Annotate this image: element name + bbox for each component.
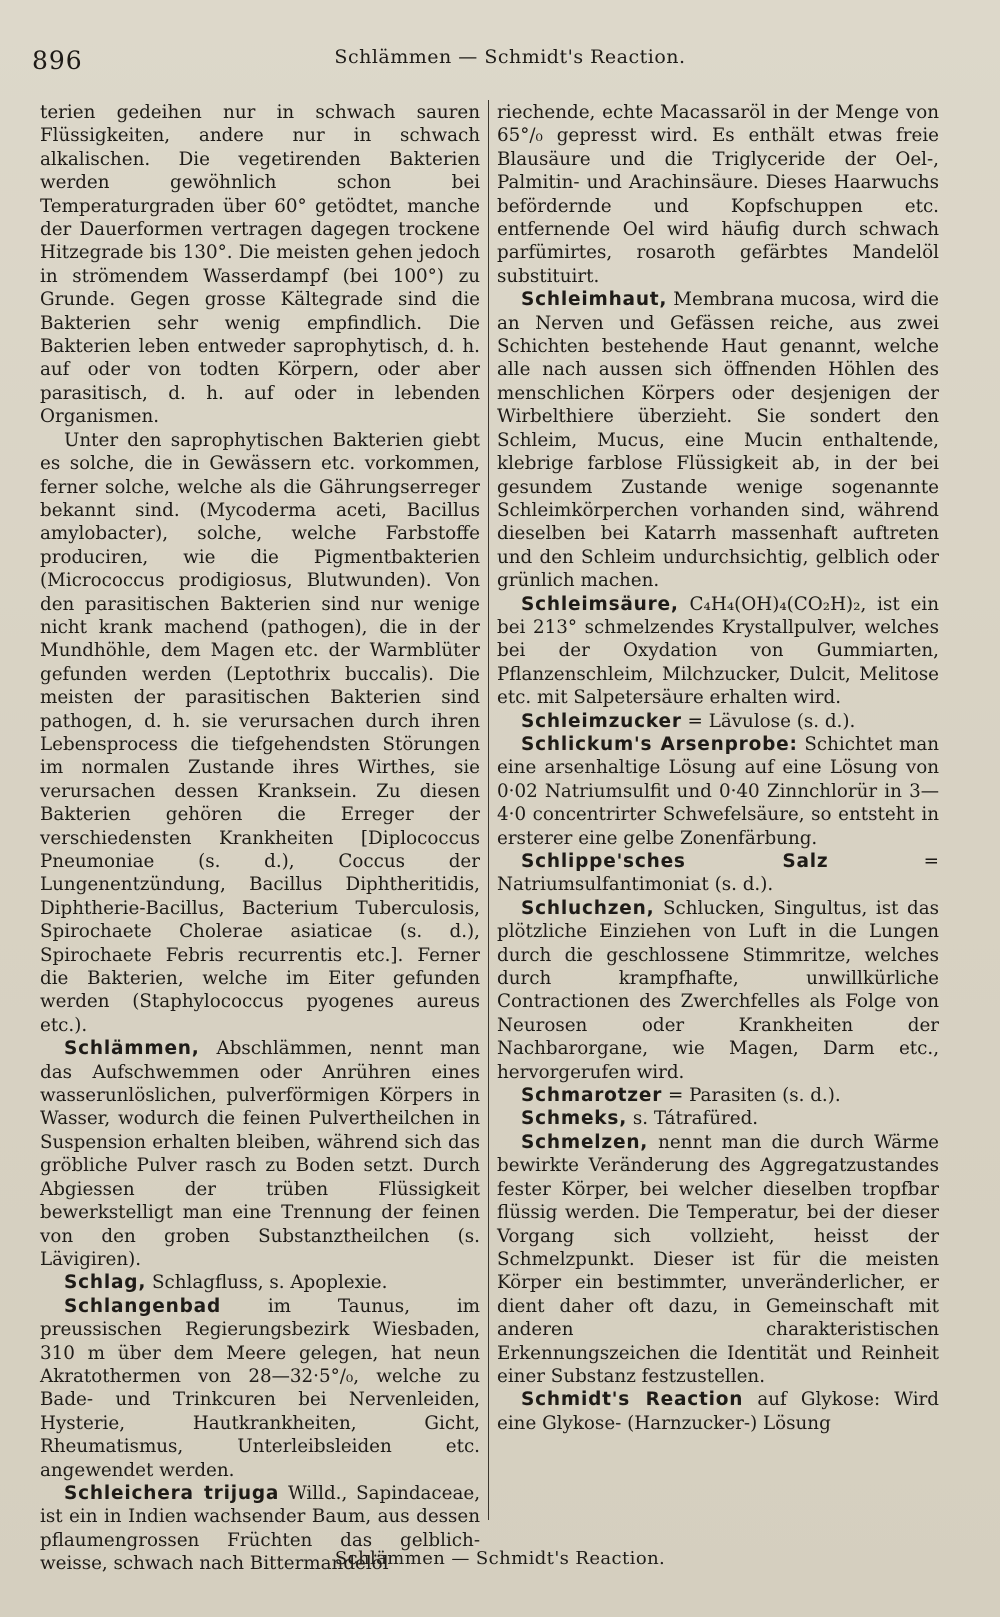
entry-text: nennt man die durch Wärme bewirkte Veränderung des Aggregatzustandes fester Körper, bei welcher dieselben tropfbar flüssig werden. Die Temperatur, bei der dieser Vorgang sich vollzieht, heisst der Schmelzpunkt. Dieser ist für die meisten Körper ein bestimmter, unveränderlicher, er dient daher oft dazu, in Gemeinschaft mit anderen charakteristischen Erkennungszeichen die Identität und Reinheit einer Substanz festzustellen. (497, 1131, 939, 1387)
paragraph: Unter den saprophytischen Bakterien giebt es solche, die in Gewässern etc. vorkommen, ferner solche, welche als die Gährungserreger bekannt sind. (Mycoderma aceti, Bacillus amylobacter), solche, welche Farbstoffe produciren, wie die Pigmentbakterien (Micrococcus prodigiosus, Blutwunden). Von den parasitischen Bakterien sind nur wenige nicht krank machend (pathogen), die in der Mundhöhle, dem Magen etc. der Warmblüter gefunden werden (Leptothrix buccalis). Die meisten der parasitischen Bakterien sind pathogen, d. h. sie verursachen durch ihren Lebensprocess die tiefgehendsten Störungen im normalen Zustande ihres Wirthes, sie verursachen dessen Kranksein. Zu diesen Bakterien gehören die Erreger der verschiedensten Krankheiten [Diplococcus Pneumoniae (s. d.), Coccus der Lungenentzündung, Bacillus Diphtheritidis, Diphtherie-Bacillus, Bacterium Tuberculosis, Spirochaete Cholerae asiaticae (s. d.), Spirochaete Febris recurrentis etc.]. Ferner die Bakterien, welche im Eiter gefunden werden (Staphylococcus pyogenes aureus etc.). (40, 429, 480, 1036)
headword: Schlickum's Arsenprobe: (521, 733, 798, 755)
headword: Schmidt's Reaction (521, 1389, 744, 1411)
entry-text: = Lävulose (s. d.). (681, 710, 856, 732)
entry-text: Abschlämmen, nennt man das Aufschwemmen oder Anrühren eines wasserunlöslichen, pulverförmigen Körpers in Wasser, wodurch die feinen Pulvertheilchen in Suspension erhalten bleiben, während sich das gröbliche Pulver rasch zu Boden setzt. Durch Abgiessen der trüben Flüssigkeit bewerkstelligt man eine Trennung der feinen von den groben Substanztheilchen (s. Lävigiren). (40, 1038, 480, 1270)
entry-schmeks (497, 1107, 939, 1130)
entry-text: Schlucken, Singultus, ist das plötzliche Einziehen von Luft in die Lungen durch die geschlossene Stimmritze, welches durch krampfhafte, unwillkürliche Contractionen des Zwerchfelles als Folge von Neurosen oder Krankheiten der Nachbarorgane, wie Magen, Darm etc., hervorgerufen wird. (497, 897, 939, 1083)
entry-text: Willd., Sapindaceae, ist ein in Indien wachsender Baum, aus dessen pflaumengrossen Früchten das gelblich-weisse, schwach nach Bittermandelöl (40, 1482, 481, 1575)
entry-text: auf Glykose: Wird eine Glykose- (Harnzucker-) Lösung (497, 1389, 939, 1434)
headword: Schlämmen, (64, 1038, 200, 1060)
page-footer: Schlämmen — Schmidt's Reaction. (334, 1548, 666, 1569)
entry-schleimhaut (497, 288, 939, 592)
headword: Schleimsäure, (521, 593, 679, 615)
headword: Schleichera trijuga (64, 1482, 280, 1504)
headword: Schleimhaut, (521, 289, 668, 311)
right-column (497, 101, 939, 1435)
entry-schmidts-reaction (497, 1388, 939, 1435)
paragraph: terien gedeihen nur in schwach sauren Flüssigkeiten, andere nur in schwach alkalischen. Die vegetirenden Bakterien werden gewöhnlich schon bei Temperaturgraden über 60° getödtet, manche der Dauerformen vertragen dagegen trockene Hitzegrade bis 130°. Die meisten gehen jedoch in strömendem Wasserdampf (bei 100°) zu Grunde. Gegen grosse Kältegrade sind die Bakterien sehr wenig empfindlich. Die Bakterien leben entweder saprophytisch, d. h. auf oder von todten Körpern, oder aber parasitisch, d. h. auf oder in lebenden Organismen. (40, 102, 480, 428)
page-header (30, 40, 970, 80)
headword: Schluchzen, (521, 897, 655, 919)
headword: Schmeks, (521, 1108, 628, 1130)
headword: Schlangenbad (64, 1295, 221, 1317)
entry-schmelzen (497, 1131, 939, 1388)
entry-text: = Natriumsulfantimoniat (s. d.). (497, 851, 939, 896)
entry-schleimsaeure (497, 593, 939, 710)
entry-schlangenbad (40, 1295, 480, 1482)
column-divider (488, 100, 489, 1520)
page-number: 896 (32, 46, 83, 75)
entry-text: Schichtet man eine arsenhaltige Lösung auf eine Lösung von 0·02 Natriumsulfit und 0·40 Zinnchlorür in 3—4·0 concentrirter Schwefelsäure, so entsteht in ersterer eine gelbe Zonenfärbung. (497, 733, 940, 849)
entry-schlickums-arsenprobe (497, 733, 939, 850)
headword: Schlag, (64, 1272, 147, 1294)
entry-schlippesches-salz (497, 850, 939, 897)
entry-text: Schlagfluss, s. Apoplexie. (146, 1272, 388, 1294)
left-column (40, 101, 480, 1576)
headword: Schleimzucker (521, 710, 682, 732)
paragraph: riechende, echte Macassaröl in der Menge von 65°/₀ gepresst wird. Es enthält etwas freie Blausäure und die Triglyceride der Oel-, Palmitin- und Arachinsäure. Dieses Haarwuchs befördernde und Kopfschuppen etc. entfernende Oel wird häufig durch schwach parfümirtes, rosaroth gefärbtes Mandelöl substituirt. (497, 102, 939, 287)
entry-text: = Parasiten (s. d.). (662, 1085, 841, 1107)
entry-text: im Taunus, im preussischen Regierungsbezirk Wiesbaden, 310 m über dem Meere gelegen, hat neun Akratothermen von 28—32·5°/₀, welche zu Bade- und Trinkcuren bei Nervenleiden, Hysterie, Hautkrankheiten, Gicht, Rheumatismus, Unterleibsleiden etc. angewendet werden. (40, 1295, 480, 1481)
headword: Schmelzen, (521, 1131, 649, 1153)
entry-text: Membrana mucosa, wird die an Nerven und Gefässen reiche, aus zwei Schichten bestehende Haut genannt, welche alle nach aussen sich öffnenden Höhlen des menschlichen Körpers oder desjenigen der Wirbelthiere überzieht. Sie sondert den Schleim, Mucus, eine Mucin enthaltende, klebrige farblose Flüssigkeit ab, in der bei gesundem Zustande wenige sogenannte Schleimkörperchen vorhanden sind, während dieselben bei Katarrh massenhaft auftreten und den Schleim undurchsichtig, gelblich oder grünlich machen. (497, 289, 939, 592)
entry-schleimzucker (497, 710, 939, 733)
headword: Schmarotzer (521, 1085, 663, 1107)
entry-schlag (40, 1271, 480, 1294)
entry-schlaemmen (40, 1037, 480, 1271)
entry-text: C₄H₄(OH)₄(CO₂H)₂, ist ein bei 213° schmelzendes Krystallpulver, welches bei der Oxydation von Gummiarten, Pflanzenschleim, Milchzucker, Dulcit, Melitose etc. mit Salpetersäure erhalten wird. (497, 593, 939, 709)
running-head: Schlämmen — Schmidt's Reaction. (334, 46, 686, 68)
entry-text: s. Tátrafüred. (627, 1108, 759, 1130)
entry-schluchzen (497, 897, 939, 1084)
entry-schmarotzer (497, 1084, 939, 1107)
headword: Schlippe'sches Salz (521, 851, 829, 872)
